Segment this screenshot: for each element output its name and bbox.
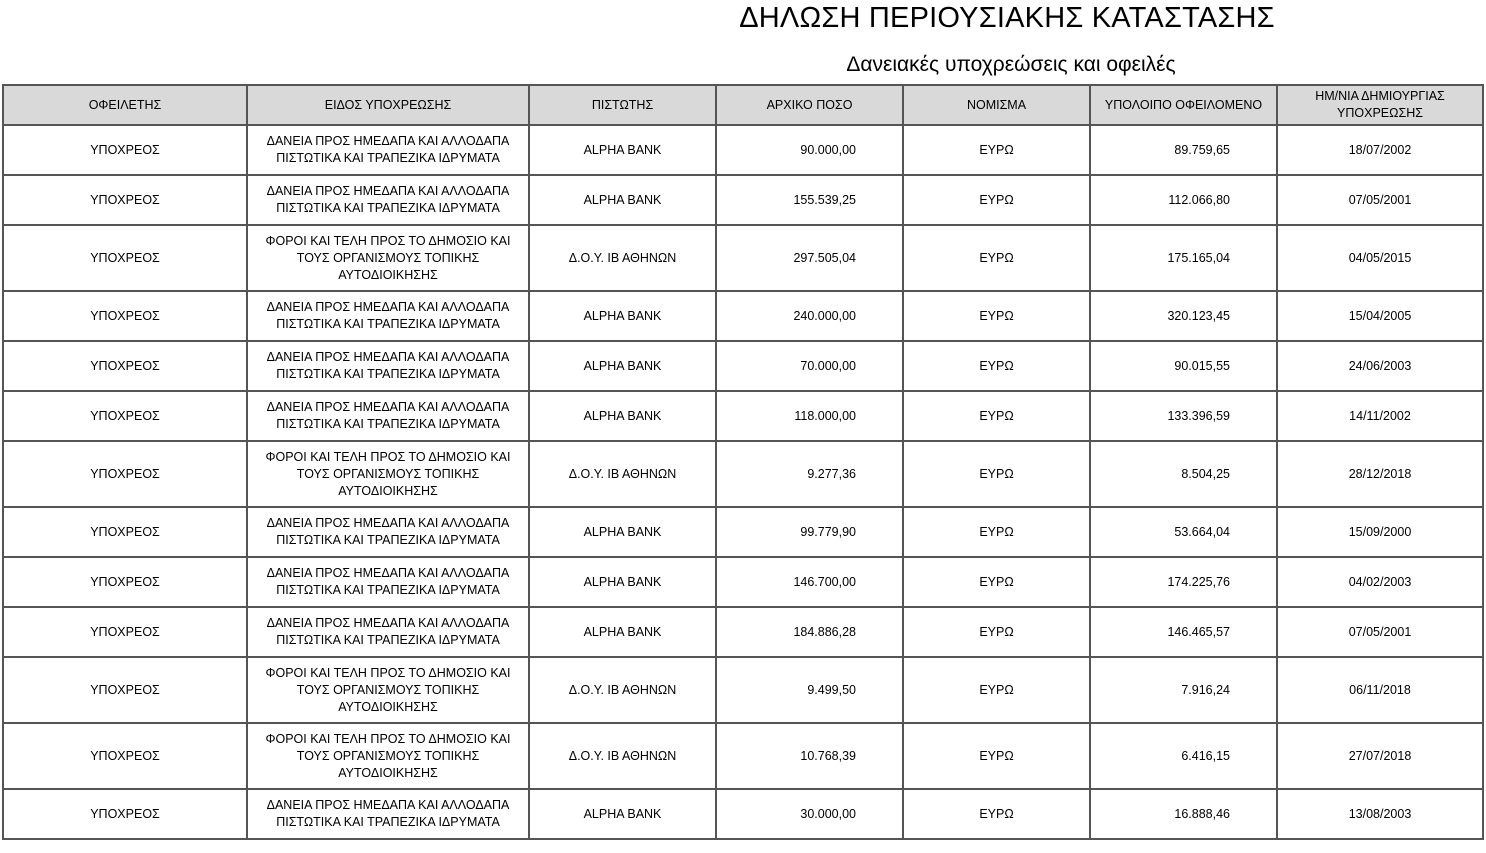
cell-initial-amount: 70.000,00 xyxy=(717,342,904,392)
table-row xyxy=(4,508,1484,558)
table-body xyxy=(4,126,1484,840)
cell-obligation-type: ΔΑΝΕΙΑ ΠΡΟΣ ΗΜΕΔΑΠΑ ΚΑΙ ΑΛΛΟΔΑΠΑ ΠΙΣΤΩΤΙΚΑ ΚΑΙ ΤΡΑΠΕΖΙΚΑ ΙΔΡΥΜΑΤΑ xyxy=(248,342,530,392)
cell-remaining: 175.165,04 xyxy=(1091,226,1278,292)
cell-debtor: ΥΠΟΧΡΕΟΣ xyxy=(4,558,248,608)
cell-initial-amount: 90.000,00 xyxy=(717,126,904,176)
cell-created-date: 07/05/2001 xyxy=(1278,608,1484,658)
table-row xyxy=(4,558,1484,608)
cell-currency: ΕΥΡΩ xyxy=(904,558,1091,608)
header-debtor: ΟΦΕΙΛΕΤΗΣ xyxy=(4,86,248,126)
cell-created-date: 15/09/2000 xyxy=(1278,508,1484,558)
table-row xyxy=(4,392,1484,442)
cell-obligation-type: ΦΟΡΟΙ ΚΑΙ ΤΕΛΗ ΠΡΟΣ ΤΟ ΔΗΜΟΣΙΟ ΚΑΙ ΤΟΥΣ ΟΡΓΑΝΙΣΜΟΥΣ ΤΟΠΙΚΗΣ ΑΥΤΟΔΙΟΙΚΗΣΗΣ xyxy=(248,226,530,292)
header-obligation-type: ΕΙΔΟΣ ΥΠΟΧΡΕΩΣΗΣ xyxy=(248,86,530,126)
cell-debtor: ΥΠΟΧΡΕΟΣ xyxy=(4,126,248,176)
cell-debtor: ΥΠΟΧΡΕΟΣ xyxy=(4,658,248,724)
cell-created-date: 24/06/2003 xyxy=(1278,342,1484,392)
cell-debtor: ΥΠΟΧΡΕΟΣ xyxy=(4,608,248,658)
cell-remaining: 16.888,46 xyxy=(1091,790,1278,840)
cell-remaining: 146.465,57 xyxy=(1091,608,1278,658)
cell-remaining: 89.759,65 xyxy=(1091,126,1278,176)
cell-remaining: 174.225,76 xyxy=(1091,558,1278,608)
cell-remaining: 133.396,59 xyxy=(1091,392,1278,442)
cell-obligation-type: ΔΑΝΕΙΑ ΠΡΟΣ ΗΜΕΔΑΠΑ ΚΑΙ ΑΛΛΟΔΑΠΑ ΠΙΣΤΩΤΙΚΑ ΚΑΙ ΤΡΑΠΕΖΙΚΑ ΙΔΡΥΜΑΤΑ xyxy=(248,126,530,176)
cell-creditor: ALPHA BANK xyxy=(530,790,717,840)
header-initial-amount: ΑΡΧΙΚΟ ΠΟΣΟ xyxy=(717,86,904,126)
cell-obligation-type: ΔΑΝΕΙΑ ΠΡΟΣ ΗΜΕΔΑΠΑ ΚΑΙ ΑΛΛΟΔΑΠΑ ΠΙΣΤΩΤΙΚΑ ΚΑΙ ΤΡΑΠΕΖΙΚΑ ΙΔΡΥΜΑΤΑ xyxy=(248,392,530,442)
table-header-row xyxy=(4,86,1484,126)
header-remaining: ΥΠΟΛΟΙΠΟ ΟΦΕΙΛΟΜΕΝΟ xyxy=(1091,86,1278,126)
cell-initial-amount: 240.000,00 xyxy=(717,292,904,342)
cell-obligation-type: ΔΑΝΕΙΑ ΠΡΟΣ ΗΜΕΔΑΠΑ ΚΑΙ ΑΛΛΟΔΑΠΑ ΠΙΣΤΩΤΙΚΑ ΚΑΙ ΤΡΑΠΕΖΙΚΑ ΙΔΡΥΜΑΤΑ xyxy=(248,608,530,658)
page-title: ΔΗΛΩΣΗ ΠΕΡΙΟΥΣΙΑΚΗΣ ΚΑΤΑΣΤΑΣΗΣ xyxy=(739,2,1275,34)
cell-obligation-type: ΔΑΝΕΙΑ ΠΡΟΣ ΗΜΕΔΑΠΑ ΚΑΙ ΑΛΛΟΔΑΠΑ ΠΙΣΤΩΤΙΚΑ ΚΑΙ ΤΡΑΠΕΖΙΚΑ ΙΔΡΥΜΑΤΑ xyxy=(248,292,530,342)
cell-initial-amount: 297.505,04 xyxy=(717,226,904,292)
cell-obligation-type: ΦΟΡΟΙ ΚΑΙ ΤΕΛΗ ΠΡΟΣ ΤΟ ΔΗΜΟΣΙΟ ΚΑΙ ΤΟΥΣ ΟΡΓΑΝΙΣΜΟΥΣ ΤΟΠΙΚΗΣ ΑΥΤΟΔΙΟΙΚΗΣΗΣ xyxy=(248,724,530,790)
table-row xyxy=(4,790,1484,840)
cell-currency: ΕΥΡΩ xyxy=(904,442,1091,508)
table-row xyxy=(4,292,1484,342)
cell-creditor: Δ.Ο.Υ. ΙΒ ΑΘΗΝΩΝ xyxy=(530,658,717,724)
cell-initial-amount: 30.000,00 xyxy=(717,790,904,840)
cell-remaining: 8.504,25 xyxy=(1091,442,1278,508)
cell-debtor: ΥΠΟΧΡΕΟΣ xyxy=(4,226,248,292)
cell-currency: ΕΥΡΩ xyxy=(904,608,1091,658)
cell-currency: ΕΥΡΩ xyxy=(904,724,1091,790)
cell-initial-amount: 155.539,25 xyxy=(717,176,904,226)
table-row xyxy=(4,608,1484,658)
cell-currency: ΕΥΡΩ xyxy=(904,392,1091,442)
cell-obligation-type: ΔΑΝΕΙΑ ΠΡΟΣ ΗΜΕΔΑΠΑ ΚΑΙ ΑΛΛΟΔΑΠΑ ΠΙΣΤΩΤΙΚΑ ΚΑΙ ΤΡΑΠΕΖΙΚΑ ΙΔΡΥΜΑΤΑ xyxy=(248,790,530,840)
cell-initial-amount: 10.768,39 xyxy=(717,724,904,790)
cell-created-date: 28/12/2018 xyxy=(1278,442,1484,508)
cell-obligation-type: ΦΟΡΟΙ ΚΑΙ ΤΕΛΗ ΠΡΟΣ ΤΟ ΔΗΜΟΣΙΟ ΚΑΙ ΤΟΥΣ ΟΡΓΑΝΙΣΜΟΥΣ ΤΟΠΙΚΗΣ ΑΥΤΟΔΙΟΙΚΗΣΗΣ xyxy=(248,658,530,724)
cell-initial-amount: 99.779,90 xyxy=(717,508,904,558)
cell-remaining: 53.664,04 xyxy=(1091,508,1278,558)
header-currency: ΝΟΜΙΣΜΑ xyxy=(904,86,1091,126)
cell-remaining: 6.416,15 xyxy=(1091,724,1278,790)
cell-remaining: 90.015,55 xyxy=(1091,342,1278,392)
cell-remaining: 320.123,45 xyxy=(1091,292,1278,342)
header-created-date: ΗΜ/ΝΙΑ ΔΗΜΙΟΥΡΓΙΑΣ ΥΠΟΧΡΕΩΣΗΣ xyxy=(1278,86,1484,126)
cell-created-date: 15/04/2005 xyxy=(1278,292,1484,342)
cell-debtor: ΥΠΟΧΡΕΟΣ xyxy=(4,442,248,508)
cell-creditor: ALPHA BANK xyxy=(530,176,717,226)
section-subtitle: Δανειακές υποχρεώσεις και οφειλές xyxy=(846,53,1176,76)
cell-creditor: ALPHA BANK xyxy=(530,558,717,608)
cell-currency: ΕΥΡΩ xyxy=(904,292,1091,342)
cell-obligation-type: ΦΟΡΟΙ ΚΑΙ ΤΕΛΗ ΠΡΟΣ ΤΟ ΔΗΜΟΣΙΟ ΚΑΙ ΤΟΥΣ ΟΡΓΑΝΙΣΜΟΥΣ ΤΟΠΙΚΗΣ ΑΥΤΟΔΙΟΙΚΗΣΗΣ xyxy=(248,442,530,508)
cell-currency: ΕΥΡΩ xyxy=(904,126,1091,176)
cell-initial-amount: 9.277,36 xyxy=(717,442,904,508)
header-creditor: ΠΙΣΤΩΤΗΣ xyxy=(530,86,717,126)
cell-debtor: ΥΠΟΧΡΕΟΣ xyxy=(4,508,248,558)
cell-debtor: ΥΠΟΧΡΕΟΣ xyxy=(4,724,248,790)
cell-creditor: ALPHA BANK xyxy=(530,292,717,342)
cell-creditor: ALPHA BANK xyxy=(530,608,717,658)
cell-debtor: ΥΠΟΧΡΕΟΣ xyxy=(4,790,248,840)
cell-creditor: ALPHA BANK xyxy=(530,508,717,558)
table-row xyxy=(4,126,1484,176)
cell-created-date: 13/08/2003 xyxy=(1278,790,1484,840)
cell-creditor: Δ.Ο.Υ. ΙΒ ΑΘΗΝΩΝ xyxy=(530,442,717,508)
cell-creditor: ALPHA BANK xyxy=(530,342,717,392)
table-row xyxy=(4,724,1484,790)
cell-created-date: 06/11/2018 xyxy=(1278,658,1484,724)
cell-initial-amount: 9.499,50 xyxy=(717,658,904,724)
cell-created-date: 04/05/2015 xyxy=(1278,226,1484,292)
cell-currency: ΕΥΡΩ xyxy=(904,226,1091,292)
cell-creditor: Δ.Ο.Υ. ΙΒ ΑΘΗΝΩΝ xyxy=(530,724,717,790)
table-row xyxy=(4,658,1484,724)
cell-remaining: 112.066,80 xyxy=(1091,176,1278,226)
table-row xyxy=(4,342,1484,392)
table-row xyxy=(4,176,1484,226)
cell-debtor: ΥΠΟΧΡΕΟΣ xyxy=(4,176,248,226)
cell-debtor: ΥΠΟΧΡΕΟΣ xyxy=(4,292,248,342)
cell-created-date: 07/05/2001 xyxy=(1278,176,1484,226)
cell-remaining: 7.916,24 xyxy=(1091,658,1278,724)
cell-debtor: ΥΠΟΧΡΕΟΣ xyxy=(4,342,248,392)
cell-created-date: 27/07/2018 xyxy=(1278,724,1484,790)
cell-initial-amount: 118.000,00 xyxy=(717,392,904,442)
cell-obligation-type: ΔΑΝΕΙΑ ΠΡΟΣ ΗΜΕΔΑΠΑ ΚΑΙ ΑΛΛΟΔΑΠΑ ΠΙΣΤΩΤΙΚΑ ΚΑΙ ΤΡΑΠΕΖΙΚΑ ΙΔΡΥΜΑΤΑ xyxy=(248,558,530,608)
cell-obligation-type: ΔΑΝΕΙΑ ΠΡΟΣ ΗΜΕΔΑΠΑ ΚΑΙ ΑΛΛΟΔΑΠΑ ΠΙΣΤΩΤΙΚΑ ΚΑΙ ΤΡΑΠΕΖΙΚΑ ΙΔΡΥΜΑΤΑ xyxy=(248,176,530,226)
cell-debtor: ΥΠΟΧΡΕΟΣ xyxy=(4,392,248,442)
cell-currency: ΕΥΡΩ xyxy=(904,790,1091,840)
cell-currency: ΕΥΡΩ xyxy=(904,176,1091,226)
cell-creditor: ALPHA BANK xyxy=(530,126,717,176)
cell-created-date: 04/02/2003 xyxy=(1278,558,1484,608)
cell-currency: ΕΥΡΩ xyxy=(904,658,1091,724)
debts-table xyxy=(2,84,1484,840)
cell-created-date: 18/07/2002 xyxy=(1278,126,1484,176)
cell-currency: ΕΥΡΩ xyxy=(904,508,1091,558)
cell-initial-amount: 184.886,28 xyxy=(717,608,904,658)
cell-created-date: 14/11/2002 xyxy=(1278,392,1484,442)
cell-initial-amount: 146.700,00 xyxy=(717,558,904,608)
cell-creditor: Δ.Ο.Υ. ΙΒ ΑΘΗΝΩΝ xyxy=(530,226,717,292)
cell-currency: ΕΥΡΩ xyxy=(904,342,1091,392)
cell-creditor: ALPHA BANK xyxy=(530,392,717,442)
table-row xyxy=(4,442,1484,508)
table-row xyxy=(4,226,1484,292)
cell-obligation-type: ΔΑΝΕΙΑ ΠΡΟΣ ΗΜΕΔΑΠΑ ΚΑΙ ΑΛΛΟΔΑΠΑ ΠΙΣΤΩΤΙΚΑ ΚΑΙ ΤΡΑΠΕΖΙΚΑ ΙΔΡΥΜΑΤΑ xyxy=(248,508,530,558)
